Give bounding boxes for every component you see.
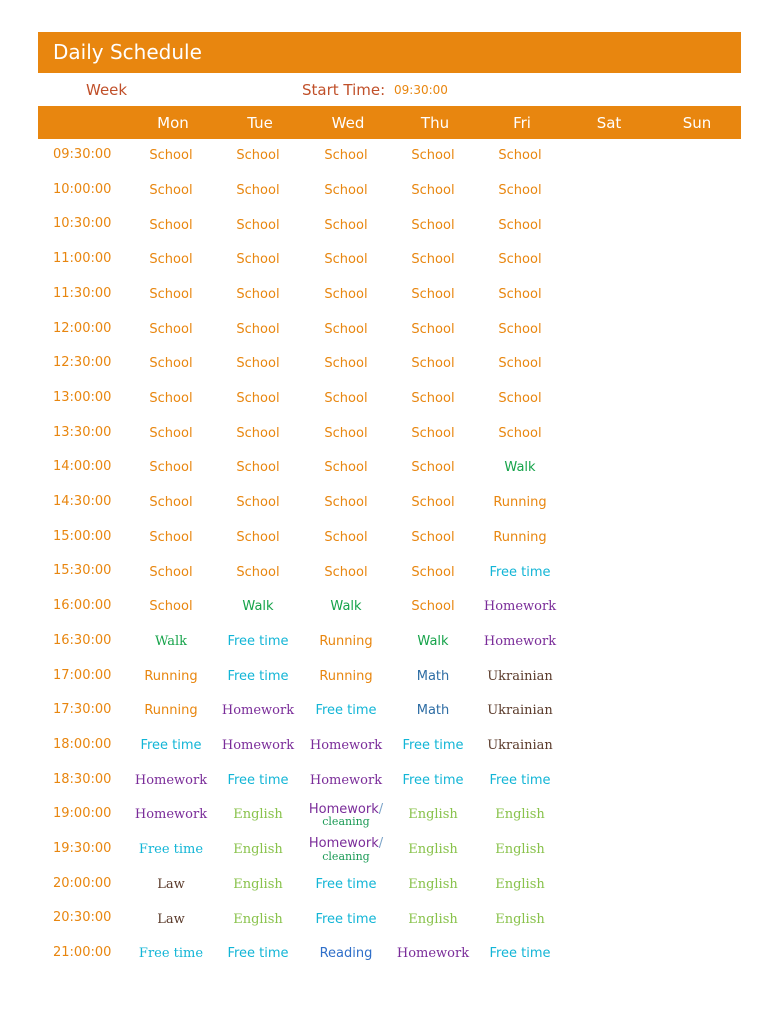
- schedule-cell: School: [411, 356, 455, 372]
- table-row: [38, 833, 741, 867]
- schedule-cell: School: [324, 460, 368, 476]
- table-row: [38, 555, 741, 589]
- day-header-thu: Thu: [420, 114, 450, 132]
- schedule-cell: Homework: [483, 599, 557, 615]
- schedule-cell: [564, 278, 650, 312]
- schedule-cell: [564, 555, 650, 589]
- schedule-cell: [652, 486, 738, 520]
- schedule-cell: [652, 660, 738, 694]
- schedule-cell: School: [498, 148, 542, 164]
- schedule-cell: English: [233, 807, 283, 823]
- schedule-cell: Ukrainian: [487, 703, 553, 719]
- table-row: [38, 208, 741, 242]
- schedule-cell: School: [149, 356, 193, 372]
- schedule-cell: English: [495, 911, 545, 927]
- table-row: [38, 521, 741, 555]
- time-cell: 18:00:00: [53, 736, 112, 752]
- schedule-cell: School: [324, 529, 368, 545]
- schedule-cell: School: [498, 356, 542, 372]
- schedule-cell: [652, 313, 738, 347]
- schedule-cell: School: [236, 564, 280, 580]
- schedule-cell: School: [236, 425, 280, 441]
- schedule-cell: English: [233, 842, 283, 858]
- schedule-cell: School: [149, 529, 193, 545]
- schedule-cell: Ukrainian: [487, 668, 553, 684]
- schedule-cell: Free time: [489, 772, 551, 788]
- schedule-cell: Homework: [309, 738, 383, 754]
- schedule-cell: [652, 139, 738, 173]
- schedule-cell: [652, 798, 738, 832]
- schedule-cell: School: [236, 391, 280, 407]
- schedule-cell: [652, 555, 738, 589]
- time-cell: 09:30:00: [53, 147, 112, 162]
- schedule-cell: [652, 902, 738, 936]
- schedule-cell: School: [324, 425, 368, 441]
- schedule-cell: Math: [416, 668, 450, 684]
- schedule-cell: [652, 833, 738, 867]
- schedule-cell: [564, 243, 650, 277]
- schedule-cell: Free time: [138, 946, 204, 962]
- schedule-cell: School: [149, 495, 193, 511]
- schedule-cell: [564, 313, 650, 347]
- day-header-sat: Sat: [596, 114, 622, 132]
- schedule-cell: [652, 174, 738, 208]
- schedule-cell: School: [498, 182, 542, 198]
- schedule-cell: English: [408, 842, 458, 858]
- schedule-cell: English: [495, 842, 545, 858]
- table-row: [38, 660, 741, 694]
- week-label: Week: [86, 81, 128, 99]
- time-cell: 19:00:00: [53, 806, 112, 822]
- day-header-mon: Mon: [157, 114, 189, 132]
- schedule-cell: School: [411, 529, 455, 545]
- schedule-cell: School: [324, 495, 368, 511]
- time-cell: 11:00:00: [53, 251, 112, 267]
- time-cell: 14:00:00: [53, 459, 112, 475]
- table-row: [38, 417, 741, 451]
- title-bar: [38, 32, 741, 73]
- schedule-cell: Running: [144, 668, 198, 684]
- schedule-cell: School: [411, 148, 455, 164]
- schedule-cell: [564, 902, 650, 936]
- schedule-cell: [564, 417, 650, 451]
- table-row: [38, 937, 741, 971]
- time-cell: 13:30:00: [53, 424, 112, 440]
- time-cell: 17:30:00: [53, 702, 112, 718]
- schedule-cell: Free time: [227, 668, 289, 684]
- schedule-cell: [564, 625, 650, 659]
- schedule-cell: [652, 625, 738, 659]
- table-row: [38, 868, 741, 902]
- table-row: [38, 764, 741, 798]
- schedule-cell: [652, 764, 738, 798]
- schedule-cell: [564, 451, 650, 485]
- time-cell: 11:30:00: [53, 285, 112, 301]
- schedule-cell: School: [236, 495, 280, 511]
- time-cell: 16:30:00: [53, 632, 112, 648]
- schedule-cell: [564, 486, 650, 520]
- schedule-cell: School: [411, 321, 455, 337]
- schedule-cell: Free time: [140, 738, 202, 754]
- schedule-cell: Free time: [402, 772, 464, 788]
- table-row: [38, 625, 741, 659]
- schedule-cell: Free time: [402, 738, 464, 754]
- schedule-cell: School: [324, 564, 368, 580]
- table-row: [38, 313, 741, 347]
- start-time-value: 09:30:00: [394, 83, 448, 97]
- start-time-label: Start Time:: [302, 81, 386, 99]
- schedule-cell: English: [233, 876, 283, 892]
- schedule-cell: School: [324, 321, 368, 337]
- day-header-tue: Tue: [247, 114, 273, 132]
- day-header-sun: Sun: [682, 114, 712, 132]
- schedule-cell: [652, 590, 738, 624]
- schedule-cell: [564, 347, 650, 381]
- table-row: [38, 382, 741, 416]
- schedule-cell: [564, 729, 650, 763]
- schedule-cell: [652, 382, 738, 416]
- schedule-cell: School: [149, 460, 193, 476]
- schedule-cell: Walk: [330, 599, 362, 615]
- table-row: [38, 694, 741, 728]
- schedule-cell: School: [149, 148, 193, 164]
- table-row: [38, 590, 741, 624]
- schedule-cell: Free time: [489, 946, 551, 962]
- schedule-cell: School: [149, 217, 193, 233]
- schedule-cell: School: [236, 460, 280, 476]
- schedule-cell: [652, 694, 738, 728]
- page-title: Daily Schedule: [53, 40, 202, 64]
- schedule-cell: Free time: [227, 946, 289, 962]
- time-cell: 15:00:00: [53, 528, 112, 544]
- schedule-cell: [564, 660, 650, 694]
- schedule-cell: Walk: [242, 599, 274, 615]
- day-header-row: [38, 106, 741, 139]
- schedule-cell: School: [149, 425, 193, 441]
- schedule-cell: School: [236, 286, 280, 302]
- schedule-cell: Ukrainian: [487, 738, 553, 754]
- schedule-cell: School: [149, 599, 193, 615]
- schedule-cell: Homework: [483, 633, 557, 649]
- schedule-cell: School: [411, 495, 455, 511]
- schedule-cell: Free time: [138, 842, 204, 858]
- schedule-cell: Running: [144, 703, 198, 719]
- schedule-cell: [652, 729, 738, 763]
- schedule-cell: [564, 764, 650, 798]
- time-cell: 18:30:00: [53, 771, 112, 787]
- schedule-cell: Homework: [134, 772, 208, 788]
- schedule-cell: School: [324, 148, 368, 164]
- schedule-cell: School: [411, 286, 455, 302]
- table-row: [38, 451, 741, 485]
- table-row: [38, 139, 741, 173]
- schedule-cell: School: [324, 391, 368, 407]
- schedule-cell: School: [411, 252, 455, 268]
- schedule-cell: [564, 937, 650, 971]
- schedule-cell: [652, 521, 738, 555]
- schedule-cell: School: [498, 252, 542, 268]
- schedule-cell: Homework/ cleaning: [308, 836, 384, 864]
- table-row: [38, 174, 741, 208]
- schedule-cell: School: [411, 182, 455, 198]
- schedule-cell: Reading: [319, 946, 373, 962]
- day-header-wed: Wed: [331, 114, 365, 132]
- time-cell: 19:30:00: [53, 841, 112, 856]
- time-cell: 12:00:00: [53, 320, 112, 336]
- schedule-cell: School: [324, 356, 368, 372]
- time-cell: 10:00:00: [53, 181, 112, 197]
- schedule-cell: School: [236, 356, 280, 372]
- schedule-cell: Law: [157, 876, 185, 892]
- schedule-cell: School: [236, 182, 280, 198]
- schedule-cell: Law: [157, 911, 185, 927]
- table-row: [38, 729, 741, 763]
- schedule-cell: [564, 139, 650, 173]
- time-cell: 14:30:00: [53, 494, 112, 509]
- table-row: [38, 243, 741, 277]
- schedule-cell: Running: [319, 633, 373, 649]
- schedule-cell: Math: [416, 703, 450, 719]
- schedule-cell: Free time: [315, 911, 377, 927]
- schedule-cell: Free time: [227, 772, 289, 788]
- table-row: [38, 902, 741, 936]
- time-cell: 16:00:00: [53, 598, 112, 614]
- schedule-cell: School: [324, 217, 368, 233]
- day-header-fri: Fri: [513, 114, 531, 132]
- schedule-cell: English: [495, 876, 545, 892]
- schedule-cell: Homework: [396, 946, 470, 962]
- schedule-cell: School: [236, 529, 280, 545]
- schedule-cell: School: [149, 286, 193, 302]
- schedule-cell: Homework: [221, 703, 295, 719]
- schedule-cell: School: [149, 391, 193, 407]
- schedule-cell: School: [411, 217, 455, 233]
- schedule-cell: [564, 833, 650, 867]
- schedule-cell: School: [498, 391, 542, 407]
- time-cell: 20:30:00: [53, 910, 112, 926]
- schedule-cell: English: [408, 807, 458, 823]
- schedule-cell: English: [408, 911, 458, 927]
- time-cell: 17:00:00: [53, 667, 112, 683]
- schedule-cell: School: [411, 391, 455, 407]
- schedule-cell: Walk: [504, 460, 536, 476]
- schedule-cell: School: [411, 425, 455, 441]
- schedule-cell: [652, 243, 738, 277]
- schedule-cell: [652, 417, 738, 451]
- schedule-cell: [564, 382, 650, 416]
- schedule-cell: School: [411, 564, 455, 580]
- schedule-cell: School: [236, 252, 280, 268]
- schedule-cell: Free time: [227, 633, 289, 649]
- schedule-cell: English: [408, 876, 458, 892]
- schedule-cell: Free time: [489, 564, 551, 580]
- schedule-cell: School: [324, 286, 368, 302]
- schedule-cell: [652, 278, 738, 312]
- schedule-cell: School: [411, 599, 455, 615]
- schedule-cell: [564, 868, 650, 902]
- schedule-cell: [564, 208, 650, 242]
- schedule-cell: [564, 174, 650, 208]
- schedule-cell: [652, 451, 738, 485]
- schedule-cell: [564, 590, 650, 624]
- schedule-cell: Running: [493, 495, 547, 511]
- time-cell: 21:00:00: [53, 945, 112, 961]
- schedule-cell: School: [236, 148, 280, 164]
- schedule-cell: [652, 347, 738, 381]
- time-cell: 12:30:00: [53, 355, 112, 371]
- schedule-cell: English: [233, 911, 283, 927]
- schedule-cell: Free time: [315, 703, 377, 719]
- time-cell: 15:30:00: [53, 563, 112, 579]
- schedule-cell: Homework: [221, 738, 295, 754]
- schedule-cell: [652, 868, 738, 902]
- schedule-cell: School: [324, 252, 368, 268]
- schedule-cell: School: [498, 425, 542, 441]
- schedule-cell: School: [149, 321, 193, 337]
- schedule-cell: School: [498, 286, 542, 302]
- schedule-cell: School: [236, 217, 280, 233]
- schedule-cell: School: [498, 217, 542, 233]
- table-row: [38, 798, 741, 832]
- table-row: [38, 347, 741, 381]
- table-row: [38, 486, 741, 520]
- schedule-cell: School: [149, 564, 193, 580]
- schedule-cell: School: [149, 182, 193, 198]
- schedule-cell: Walk: [154, 633, 188, 649]
- schedule-cell: School: [236, 321, 280, 337]
- table-row: [38, 278, 741, 312]
- schedule-cell: [652, 208, 738, 242]
- schedule-cell: School: [498, 321, 542, 337]
- schedule-cell: Homework: [134, 807, 208, 823]
- schedule-cell: [564, 521, 650, 555]
- schedule-cell: Running: [319, 668, 373, 684]
- schedule-cell: Walk: [417, 633, 449, 649]
- schedule-cell: [652, 937, 738, 971]
- schedule-cell: Homework: [309, 772, 383, 788]
- schedule-cell: Homework/ cleaning: [308, 801, 384, 829]
- time-cell: 13:00:00: [53, 389, 112, 405]
- schedule-cell: [564, 694, 650, 728]
- time-cell: 10:30:00: [53, 216, 112, 232]
- schedule-cell: School: [149, 252, 193, 268]
- schedule-cell: Running: [493, 529, 547, 545]
- schedule-cell: [564, 798, 650, 832]
- schedule-cell: School: [324, 182, 368, 198]
- time-cell: 20:00:00: [53, 875, 112, 891]
- schedule-cell: Free time: [315, 876, 377, 892]
- schedule-cell: School: [411, 460, 455, 476]
- schedule-cell: English: [495, 807, 545, 823]
